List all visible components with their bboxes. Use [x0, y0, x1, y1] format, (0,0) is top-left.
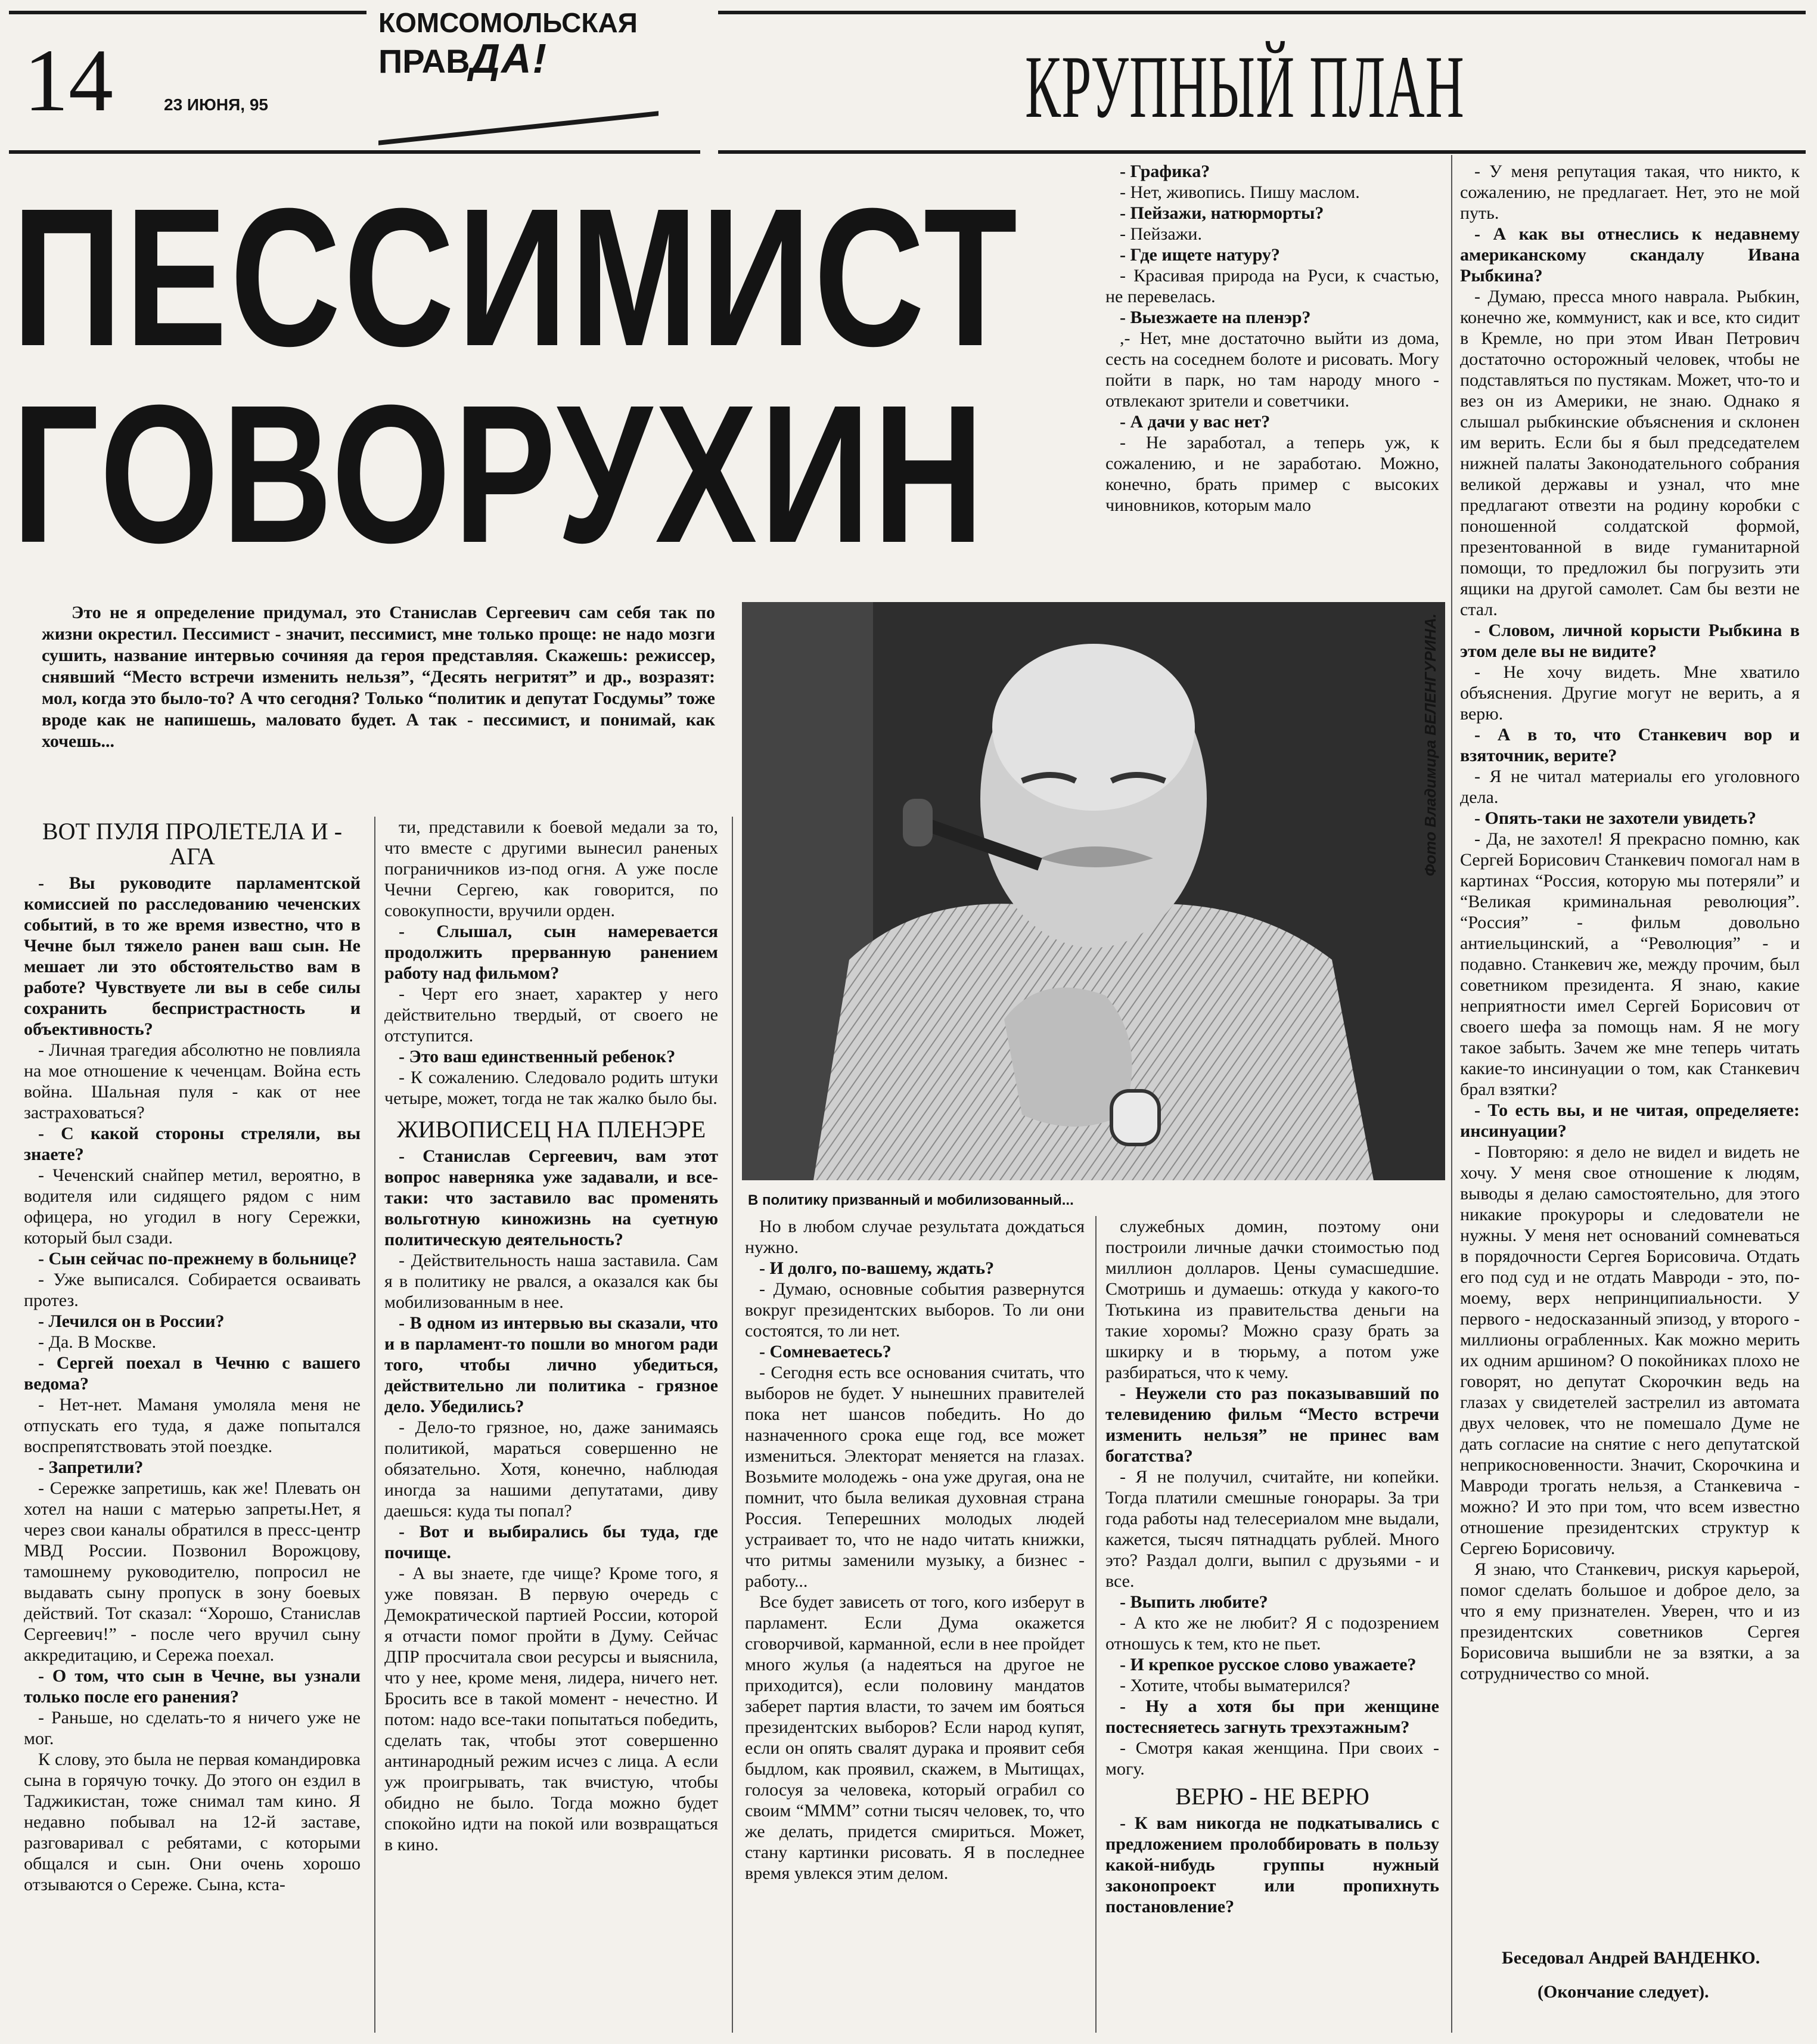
- question-paragraph: - И долго, по-вашему, ждать?: [759, 1258, 995, 1278]
- top-rule-right: [718, 11, 1806, 14]
- answer-paragraph: служебных домин, поэтому они построили личные дачки стоимостью под миллион долларов. Цены сумасшедшие. Смотришь и думаешь: откуда у какого-то Тютькина из правительства деньги на такие хоромы? Можно сразу брать за шкирку и в тюрьму, а потом уже разбираться, что к чему.: [1105, 1217, 1439, 1382]
- question-paragraph: - Опять-таки не захотели увидеть?: [1474, 808, 1756, 828]
- question-paragraph: - Вот и выбирались бы туда, где почище.: [384, 1522, 718, 1562]
- answer-paragraph: - Сегодня есть все основания считать, что выборов не будет. У нынешних правителей пока нет шансов победить. Но до назначенного срока еще год, все может измениться. Электорат меняется на глазах. Возьмите молодежь - она уже другая, она не помнит, что была великая духовная страна Россия. Теперешних молодых людей устраивает то, что не надо читать книжки, что ритмы заменили музыку, а бизнес - работу...: [745, 1363, 1085, 1591]
- col4a-body: [1105, 161, 1439, 516]
- col4b-body: [1105, 1216, 1439, 1779]
- answer-paragraph: - К сожалению. Следовало родить штуки четыре, может, тогда не так жалко было бы.: [384, 1068, 718, 1108]
- headline-line2: ГОВОРУХИН: [12, 364, 987, 584]
- answer-paragraph: - Действительность наша заставила. Сам я в политику не рвался, а оказался как бы мобилизованным в нее.: [384, 1251, 718, 1312]
- question-paragraph: - Неужели сто раз показывавший по телевидению фильм “Место встречи изменить нельзя” не принес вам богатства?: [1105, 1384, 1439, 1466]
- col1-body: [24, 873, 361, 1895]
- question-paragraph: - То есть вы, и не читая, определяете: инсинуации?: [1460, 1100, 1800, 1141]
- answer-paragraph: - А кто же не любит? Я с подозрением отношусь к тем, кто не пьет.: [1105, 1613, 1439, 1654]
- answer-paragraph: - Хотите, чтобы выматерился?: [1120, 1676, 1350, 1695]
- answer-paragraph: - Чеченский снайпер метил, вероятно, в водителя или сидящего рядом с ним офицера, но угодил в ногу Сережки, который был сзади.: [24, 1165, 361, 1248]
- answer-paragraph: - Раньше, но сделать-то я ничего уже не мог.: [24, 1708, 361, 1748]
- answer-paragraph: Я знаю, что Станкевич, рискуя карьерой, помог сделать большое и доброе дело, за что я ему признателен. Уверен, что и из президентских советников Сергея Борисовича вышибли не за взятки, а за сотрудничество со мной.: [1460, 1559, 1800, 1683]
- question-paragraph: - И крепкое русское слово уважаете?: [1120, 1655, 1417, 1674]
- question-paragraph: - А дачи у вас нет?: [1120, 412, 1271, 432]
- question-paragraph: - А в то, что Станкевич вор и взяточник, верите?: [1460, 725, 1800, 765]
- answer-paragraph: - Нет-нет. Маманя умоляла меня не отпускать его туда, я даже попытался воспрепятствовать этой поездке.: [24, 1395, 361, 1456]
- header-rule-right: [718, 150, 1806, 154]
- answer-paragraph: - Уже выписался. Собирается осваивать протез.: [24, 1270, 361, 1310]
- answer-paragraph: - Нет, живопись. Пишу маслом.: [1120, 182, 1360, 202]
- question-paragraph: - А как вы отнеслись к недавнему американскому скандалу Ивана Рыбкина?: [1460, 224, 1800, 286]
- answer-paragraph: - Красивая природа на Руси, к счастью, не перевелась.: [1105, 266, 1439, 306]
- logo-line2: [378, 35, 659, 82]
- logo-da: ДА!: [470, 35, 548, 82]
- question-paragraph: - Где ищете натуру?: [1120, 245, 1280, 265]
- answer-paragraph: - Повторяю: я дело не видел и видеть не хочу. У меня свое отношение к людям, выводы я делаю самостоятельно, для этого никакие прокуроры и следователи не нужны. У меня нет оснований сомневаться в порядочности Сергея Борисовича. Отдать его под суд и не отдать Мавроди - это, по-моему, верх непринципиальности. У первого - недосказанный эпизод, у второго - миллионы ограбленных. Как можно мерить их одним аршином? О покойниках плохо не говорят, но депутат Скорочкин ведь на глазах у свидетелей застрелил из автомата двух человек, что не помешало Думе не дать согласие на снятие с него депутатской неприкосновенности. Значит, Скорочкина и Мавроди трогать нельзя, а Станкевича - можно? И это при том, что всем известно отношение президентских структур к Сергею Борисовичу.: [1460, 1142, 1800, 1558]
- column-3: [745, 1216, 1085, 2033]
- header-rule-left: [9, 150, 700, 154]
- issue-date: 23 ИЮНЯ, 95: [164, 95, 268, 114]
- subhead-1: ВОТ ПУЛЯ ПРОЛЕТЕЛА И - АГА: [42, 818, 343, 870]
- answer-paragraph: - Черт его знает, характер у него действительно твердый, от своего не отступится.: [384, 984, 718, 1046]
- column-rule: [1451, 155, 1452, 2033]
- logo-underline: [378, 111, 659, 145]
- col3-body: [745, 1216, 1085, 1884]
- col5-body: [1460, 161, 1800, 1684]
- answer-paragraph: - Думаю, основные события развернутся вокруг президентских выборов. То ли они состоятся, то ли нет.: [745, 1279, 1085, 1341]
- answer-paragraph: - У меня репутация такая, что никто, к сожалению, не предлагает. Нет, это не мой путь.: [1460, 162, 1800, 223]
- col2b-body: [384, 1146, 718, 1855]
- answer-paragraph: - Личная трагедия абсолютно не повлияла на мое отношение к чеченцам. Война есть война. Шальная пуля - как от нее застраховаться?: [24, 1040, 361, 1122]
- question-paragraph: - Выезжаете на пленэр?: [1120, 308, 1311, 327]
- answer-paragraph: - Не заработал, а теперь уж, к сожалению, и не заработаю. Можно, конечно, брать пример с высоких чиновников, которым мало: [1105, 433, 1439, 515]
- question-paragraph: - Вы руководите парламентской комиссией по расследованию чеченских событий, в то же время известно, что в Чечне был тяжело ранен ваш сын. Не мешает ли это обстоятельство вам в работе? Чувствуете ли вы в себе силы сохранить беспристрастность и объективность?: [24, 873, 361, 1039]
- portrait-illustration: [742, 602, 1445, 1180]
- continued-note: (Окончание следует).: [1538, 1982, 1709, 2002]
- answer-paragraph: - Дело-то грязное, но, даже занимаясь политикой, мараться совершенно не обязательно. Хотя, конечно, наблюдая иногда за нашими депутатами, диву даешься: куда ты попал?: [384, 1418, 718, 1521]
- column-4-top: [1105, 161, 1439, 599]
- section-title: КРУПНЫЙ ПЛАН: [1025, 38, 1465, 137]
- question-paragraph: - Слышал, сын намеревается продолжить прерванную ранением работу над фильмом?: [384, 922, 718, 983]
- column-rule: [1095, 1216, 1097, 2033]
- portrait-photo: [742, 602, 1445, 1180]
- question-paragraph: - С какой стороны стреляли, вы знаете?: [24, 1124, 361, 1164]
- question-paragraph: - Выпить любите?: [1120, 1592, 1268, 1612]
- answer-paragraph: - Не хочу видеть. Мне хватило объяснения. Другие могут не верить, а я верю.: [1460, 662, 1800, 724]
- photo-caption: В политику призванный и мобилизованный...: [748, 1192, 1074, 1208]
- column-2: [384, 817, 718, 2027]
- headline-line1: ПЕССИМИСТ: [12, 167, 1020, 387]
- page-number: 14: [24, 31, 113, 130]
- column-rule: [732, 817, 733, 2033]
- answer-paragraph: - А вы знаете, где чище? Кроме того, я уже повязан. В первую очередь с Демократической партией России, которой я отчасти помог пройти в Думу. Сейчас ДПР просчитала свои ресурсы и выяснила, что у нее, кроме меня, лидера, ничего нет. Бросить все в такой момент - нечестно. И потом: надо все-таки попытаться победить, сделать так, чтобы этот совершенно антинародный режим исчез с лица. А если уж проигрывать, так вчистую, чтобы обидно не было. Тогда можно будет спокойно идти на покой или возвращаться в кино.: [384, 1564, 718, 1854]
- answer-paragraph: - Пейзажи.: [1120, 224, 1202, 244]
- logo-prav: ПРАВ: [378, 42, 470, 80]
- newspaper-logo: [378, 9, 659, 134]
- photo-credit: Фото Владимира ВЕЛЕНГУРИНА.: [1421, 613, 1439, 876]
- question-paragraph: - Сергей поехал в Чечню с вашего ведома?: [24, 1353, 361, 1394]
- interviewer-signature: Беседовал Андрей ВАНДЕНКО.: [1502, 1948, 1760, 1968]
- question-paragraph: - Пейзажи, натюрморты?: [1120, 203, 1324, 223]
- answer-paragraph: - Да. В Москве.: [38, 1332, 157, 1352]
- answer-paragraph: - Я не получил, считайте, ни копейки. Тогда платили смешные гонорары. За три года работы над телесериалом мне выдали, кажется, тысяч пятнадцать рублей. Много это? Раздал долги, выпил с друзьями - и все.: [1105, 1467, 1439, 1591]
- answer-paragraph: ,- Нет, мне достаточно выйти из дома, сесть на соседнем болоте и рисовать. Могу пойти в парк, но там народу много - отвлекают зрители и советчики.: [1105, 328, 1439, 411]
- answer-paragraph: - Смотря какая женщина. При своих - могу.: [1105, 1738, 1439, 1779]
- question-paragraph: - Сын сейчас по-прежнему в больнице?: [38, 1249, 358, 1268]
- question-paragraph: - Станислав Сергеевич, вам этот вопрос наверняка уже задавали, и все-таки: что заставило вас променять вольготную киножизнь на суетную политическую деятельность?: [384, 1146, 718, 1249]
- answer-paragraph: - Думаю, пресса много наврала. Рыбкин, конечно же, коммунист, как и все, кто сидит в Кремле, но при этом Иван Петрович достаточно осторожный человек, чтобы не подставляться по пустякам. Может, что-то и вез он из Америки, не знаю. Однако я слышал рыбкинские объяснения и склонен им верить. Если бы я был председателем нижней палаты Законодательного собрания великой державы и узнал, что мне предлагают отвезти на родину коробки с поношенной солдатской формой, презентованной в виде гуманитарной помощи, то предложил бы погрузить эти ящики на другой самолет. Сам бы везти не стал.: [1460, 287, 1800, 619]
- question-paragraph: - Запретили?: [38, 1457, 144, 1477]
- question-paragraph: - Ну а хотя бы при женщине постесняетесь загнуть трехэтажным?: [1105, 1696, 1439, 1737]
- column-5: [1460, 161, 1800, 1937]
- col4c-body: [1105, 1813, 1439, 1917]
- question-paragraph: - Графика?: [1120, 162, 1210, 181]
- question-paragraph: - Сомневаетесь?: [759, 1342, 892, 1361]
- top-rule-left: [9, 11, 366, 14]
- answer-paragraph: К слову, это была не первая командировка сына в горячую точку. До этого он ездил в Таджикистан, тоже снимал там кино. Я недавно побывал на 12-й заставе, разговаривал с ребятами, с которыми общался и сын. Они очень хорошо отзываются о Сереже. Сына, кста-: [24, 1750, 361, 1894]
- col2a-body: [384, 817, 718, 1109]
- column-1: [24, 817, 361, 2027]
- answer-paragraph: - Да, не захотел! Я прекрасно помню, как Сергей Борисович Станкевич помогал нам в картинах “Россия, которую мы потеряли” и “Великая криминальная революция”. “Россия” - фильм довольно антиельцинский, а “Революция” - и подавно. Станкевич же, между прочим, был советником президента. Я знаю, какие неприятности имел Сергей Борисович от своего шефа за помощь нам. Я не могу такое забыть. Зачем же мне теперь читать какие-то инсинуации о том, как Станкевич брал взятки?: [1460, 829, 1800, 1099]
- column-rule: [374, 817, 375, 2033]
- question-paragraph: - О том, что сын в Чечне, вы узнали только после его ранения?: [24, 1666, 361, 1707]
- subhead-3: ВЕРЮ - НЕ ВЕРЮ: [1175, 1783, 1369, 1810]
- answer-paragraph: ти, представили к боевой медали за то, что вместе с другими вынесил раненых пограничников из-под огня. А уже после Чечни Сергею, как говорится, по совокупности, вручили орден.: [384, 817, 718, 920]
- answer-paragraph: - Сережке запретишь, как же! Плевать он хотел на наши с матерью запреты.Нет, я через свои каналы обратился в пресс-центр МВД России. Позвонил Ворожцову, тамошнему руководителю, попросил не выдавать сыну пропуск в зону боевых действий. Тот сказал: “Хорошо, Станислав Сергеевич!” - после чего вручил сыну аккредитацию, и Сережа поехал.: [24, 1478, 361, 1665]
- logo-line1: КОМСОМОЛЬСКАЯ: [378, 7, 638, 38]
- answer-paragraph: Все будет зависеть от того, кого изберут в парламент. Если Дума окажется сговорчивой, карманной, если в нее пройдет много жулья (а надеяться на другое не приходится), если половину мандатов заберет партия власти, то зачем им бояться президентских выборов? Если народ купят, если он опять свалят дурака и проявит себя быдлом, как проявил, скажем, в Мытищах, голосуя за человека, который ограбил со своим “МММ” сотни тысяч человек, то, что же делать, придется смириться. Может, стану картинки рисовать. Я в последнее время увлекся этим делом.: [745, 1592, 1085, 1883]
- subhead-2: ЖИВОПИСЕЦ НА ПЛЕНЭРЕ: [396, 1116, 706, 1143]
- question-paragraph: - Словом, личной корысти Рыбкина в этом деле вы не видите?: [1460, 621, 1800, 661]
- question-paragraph: - Лечился он в России?: [38, 1311, 225, 1331]
- question-paragraph: - Это ваш единственный ребенок?: [399, 1047, 676, 1066]
- column-4-bottom: [1105, 1216, 1439, 2033]
- question-paragraph: - К вам никогда не подкатывались с предложением пролоббировать в пользу какой-нибудь группы нужный законопроект или пропихнуть постановление?: [1105, 1813, 1439, 1916]
- answer-paragraph: - Я не читал материалы его уголовного дела.: [1460, 767, 1800, 807]
- answer-paragraph: Но в любом случае результата дождаться нужно.: [745, 1217, 1085, 1257]
- intro-paragraph: Это не я определение придумал, это Станислав Сергеевич сам себя так по жизни окрестил. Пессимист - значит, пессимист, мне только проще: не надо мозги сушить, название интервью сочиняя да героя представляя. Скажешь: режиссер, снявший “Место встречи изменить нельзя”, “Десять негритят” и др., возразят: мол, когда это было-то? А что сегодня? Только “политик и депутат Госдумы” тоже вроде как не напишешь, маловато будет. А так - пессимист, и понимай, как хочешь...: [42, 603, 715, 751]
- question-paragraph: - В одном из интервью вы сказали, что и в парламент-то пошли во многом ради того, чтобы лично убедиться, действительно ли политика - грязное дело. Убедились?: [384, 1313, 718, 1416]
